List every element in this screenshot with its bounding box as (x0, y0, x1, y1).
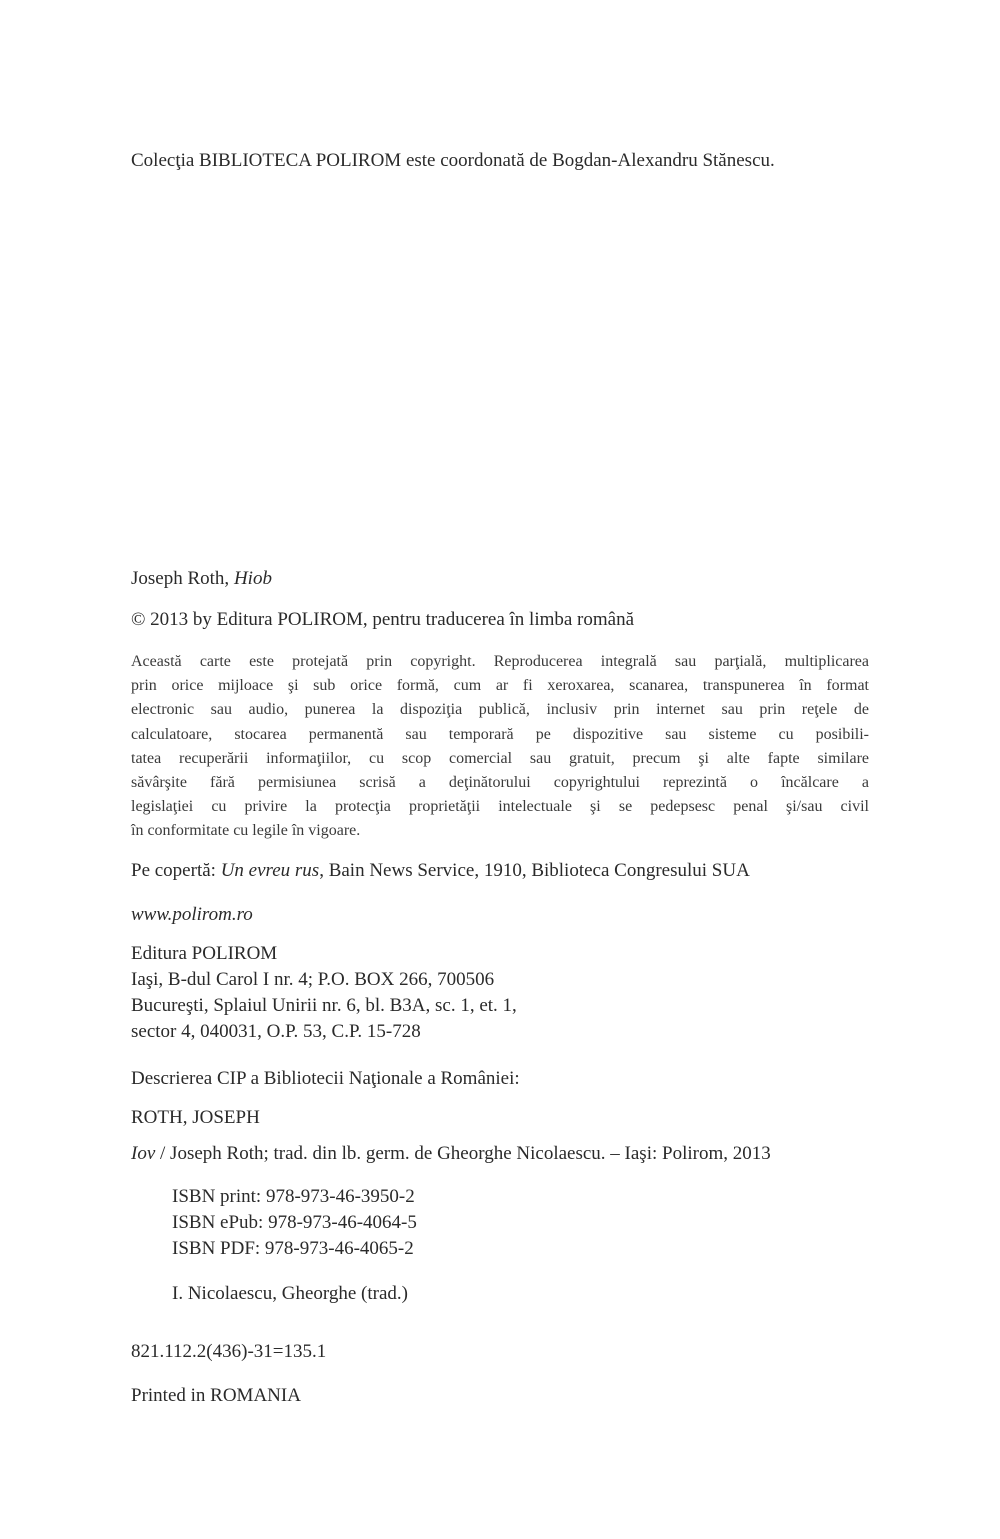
cover-label: Pe copertă: (131, 860, 221, 881)
legal-line: săvârşite fără permisiunea scrisă a deţinătorului copyrightului reprezintă o încălcare a (131, 774, 869, 792)
website-url: www.polirom.ro (131, 904, 253, 925)
copyright-notice (131, 607, 871, 633)
cip-entry-details: / Joseph Roth; trad. din lb. germ. de Gheorghe Nicolaescu. – Iaşi: Polirom, 2013 (155, 1143, 771, 1164)
legal-line: Această carte este protejată prin copyright. Reproducerea integrală sau parţială, multiplicarea (131, 653, 869, 670)
cip-contributor (131, 1281, 912, 1307)
printed-in (131, 1383, 871, 1409)
legal-line: tatea recuperării informaţiilor, cu scop comercial sau gratuit, precum şi alte fapte similare (131, 749, 869, 767)
cover-work: Un evreu rus (220, 860, 320, 881)
legal-notice (131, 650, 869, 844)
series-coordination-note: Colecţia BIBLIOTECA POLIROM este coordonată de Bogdan-Alexandru Stănescu. (131, 150, 775, 171)
author-name: Joseph Roth, (131, 568, 234, 589)
original-title: Hiob (233, 568, 272, 589)
legal-line: prin orice mijloace şi sub orice formă, cum ar fi xeroxarea, scanarea, transpunerea în format (131, 677, 869, 695)
address-line: Iaşi, B-dul Carol I nr. 4; P.O. BOX 266, 700506 (131, 969, 495, 990)
cip-entry (131, 1141, 891, 1167)
legal-line: în conformitate cu legile în vigoare. (131, 822, 361, 840)
title-credit (131, 566, 871, 592)
contributor-text: I. Nicolaescu, Gheorghe (trad.) (172, 1283, 408, 1304)
printed-in-text: Printed in ROMANIA (131, 1385, 301, 1406)
cip-heading-text: Descrierea CIP a Bibliotecii Naţionale a României: (131, 1068, 520, 1089)
classification-text: 821.112.2(436)-31=135.1 (131, 1341, 327, 1362)
cip-heading (131, 1066, 871, 1092)
address-line: sector 4, 040031, O.P. 53, C.P. 15-728 (131, 1021, 421, 1042)
legal-line: electronic sau audio, punerea la dispoziţia publică, inclusiv prin internet sau prin reţele de (131, 701, 869, 719)
cip-author (131, 1105, 871, 1131)
address-line: Bucureşti, Splaiul Unirii nr. 6, bl. B3A, sc. 1, et. 1, (131, 995, 517, 1016)
cip-entry-title: Iov (131, 1143, 156, 1164)
isbn-pdf: ISBN PDF: 978-973-46-4065-2 (172, 1238, 414, 1259)
cip-classification (131, 1339, 871, 1365)
publisher-name: Editura POLIROM (131, 943, 278, 964)
publisher-address (131, 941, 871, 1045)
isbn-list (131, 1184, 912, 1262)
copyright-line: © 2013 by Editura POLIROM, pentru traducerea în limba română (131, 609, 635, 630)
legal-line: legislaţiei cu privire la protecţia proprietăţii intelectuale şi se pedepsesc penal şi/sau civil (131, 798, 869, 816)
isbn-print: ISBN print: 978-973-46-3950-2 (172, 1186, 415, 1207)
legal-line: calculatoare, stocarea permanentă sau temporară pe dispozitive sau sisteme cu posibili- (131, 725, 869, 743)
cover-credit (131, 858, 871, 884)
cip-author-text: ROTH, JOSEPH (131, 1107, 260, 1128)
cover-source: , Bain News Service, 1910, Biblioteca Congresului SUA (319, 860, 750, 881)
isbn-epub: ISBN ePub: 978-973-46-4064-5 (172, 1212, 417, 1233)
website (131, 902, 871, 928)
